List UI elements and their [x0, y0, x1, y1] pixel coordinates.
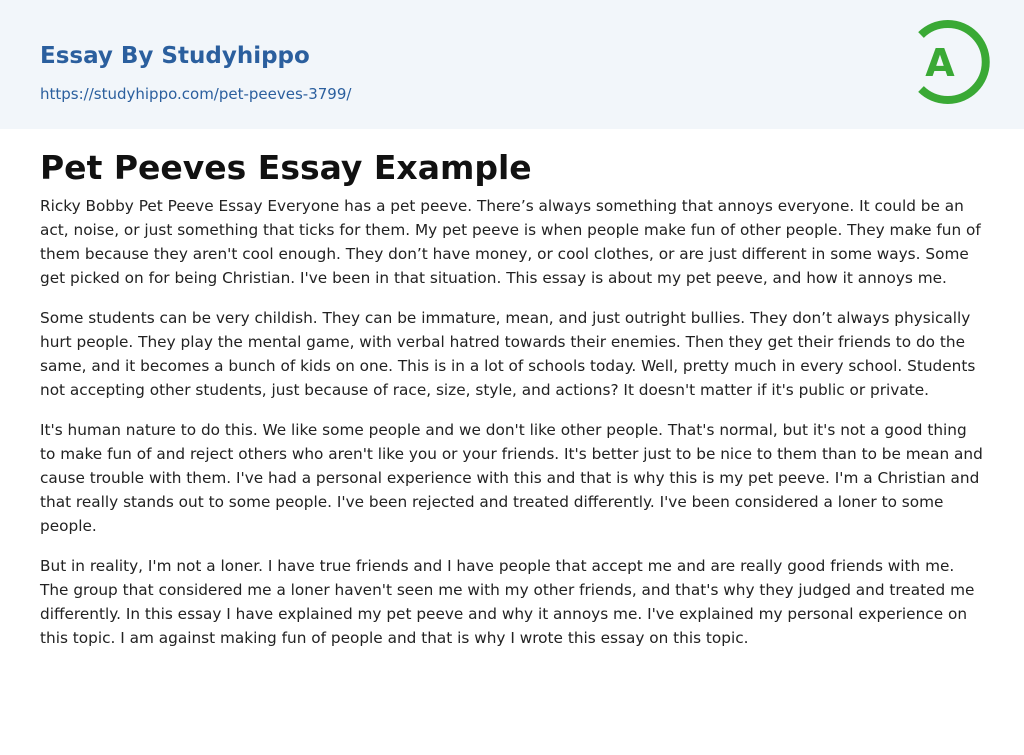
source-url-link[interactable]: https://studyhippo.com/pet-peeves-3799/ [40, 85, 352, 103]
essay-paragraph: Ricky Bobby Pet Peeve Essay Everyone has a pet peeve. There’s always something that annoys everyone. It could be an act, noise, or just something that ticks for them. My pet peeve is when people make fun of other people. They make fun of them because they aren't cool enough. They don’t have money, or cool clothes, or are just different in some ways. Some get picked on for being Christian. I've been in that situation. This essay is about my pet peeve, and how it annoys me. [40, 197, 981, 287]
page-title: Pet Peeves Essay Example [40, 148, 532, 187]
brand-title[interactable]: Essay By Studyhippo [40, 43, 310, 69]
essay-paragraph: It's human nature to do this. We like some people and we don't like other people. That's normal, but it's not a good thing to make fun of and reject others who aren't like you or your friends. It's better just to be nice to them than to be mean and cause trouble with them. I've had a personal experience with this and that is why this is my pet peeve. I'm a Christian and that really stands out to some people. I've been rejected and treated differently. I've been considered a loner to some people. [40, 421, 983, 535]
essay-paragraph: Some students can be very childish. They can be immature, mean, and just outright bullies. They don’t always physically hurt people. They play the mental game, with verbal hatred towards their enemies. Then they get their friends to do the same, and it becomes a bunch of kids on one. This is in a lot of schools today. Well, pretty much in every school. Students not accepting other students, just because of race, size, style, and actions? It doesn't matter if it's public or private. [40, 309, 976, 399]
studyhippo-a-logo-icon[interactable] [909, 17, 993, 107]
essay-body [40, 194, 984, 666]
essay-paragraph: But in reality, I'm not a loner. I have true friends and I have people that accept me and are really good friends with me. The group that considered me a loner haven't seen me with my other friends, and that's why they judged and treated me differently. In this essay I have explained my pet peeve and why it annoys me. I've explained my personal experience on this topic. I am against making fun of people and that is why I wrote this essay on this topic. [40, 557, 975, 647]
site-header [0, 0, 1024, 129]
logo-letter: A [925, 41, 955, 85]
